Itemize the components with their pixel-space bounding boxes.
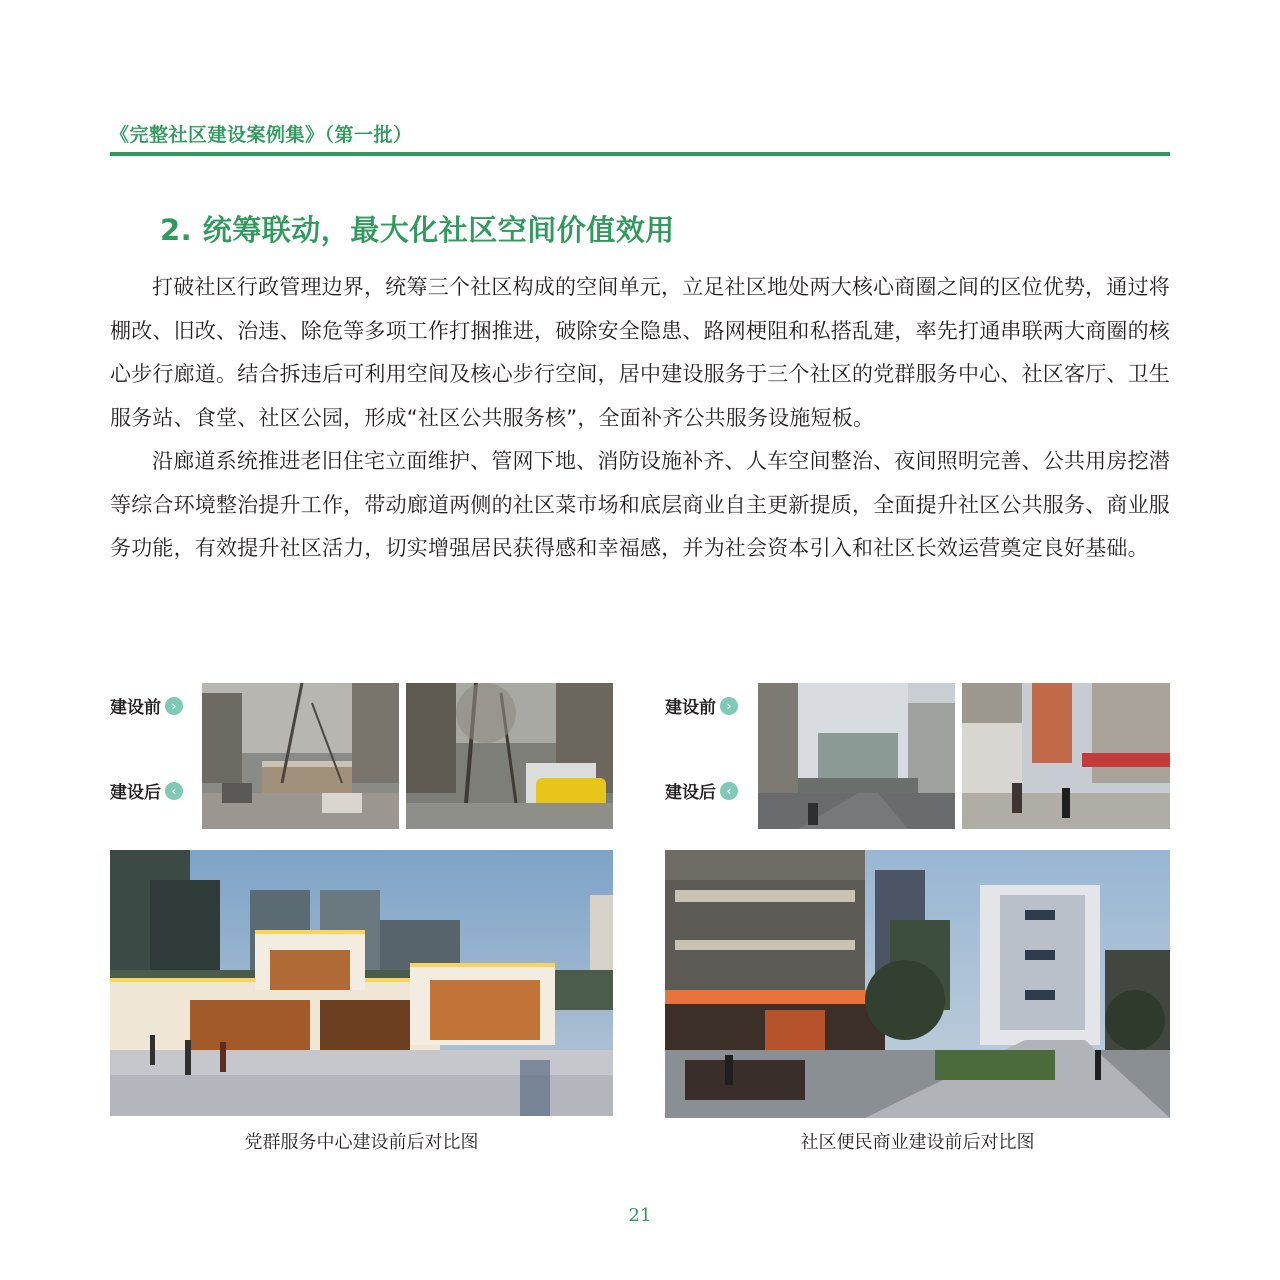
caption-party-center: 党群服务中心建设前后对比图 — [244, 1132, 479, 1153]
before-label-text: 建设前 — [665, 698, 716, 718]
before-label — [110, 693, 183, 718]
after-photo-commerce-evening — [665, 850, 1170, 1118]
after-label — [665, 778, 738, 803]
after-label-text: 建设后 — [110, 783, 161, 803]
after-photo-party-center-night — [110, 850, 613, 1116]
page-number: 21 — [628, 1205, 652, 1226]
arrow-right-circle-icon: › — [720, 697, 738, 715]
after-label-text: 建设后 — [665, 783, 716, 803]
arrow-left-circle-icon: ‹ — [720, 782, 738, 800]
caption-commerce: 社区便民商业建设前后对比图 — [800, 1132, 1035, 1153]
after-photo-commerce — [962, 683, 1170, 829]
header-rule — [110, 152, 1170, 156]
arrow-right-circle-icon: › — [165, 697, 183, 715]
body-text — [110, 266, 1170, 571]
before-photo-commerce — [758, 683, 955, 829]
running-header: 《完整社区建设案例集》（第一批） — [110, 124, 413, 146]
arrow-left-circle-icon: ‹ — [165, 782, 183, 800]
after-label — [110, 778, 183, 803]
before-label-text: 建设前 — [110, 698, 161, 718]
paragraph-2: 沿廊道系统推进老旧住宅立面维护、管网下地、消防设施补齐、人车空间整治、夜间照明完善、公共用房挖潜等综合环境整治提升工作，带动廊道两侧的社区菜市场和底层商业自主更新提质，全面提升社区公共服务、商业服务功能，有效提升社区活力，切实增强居民获得感和幸福感，并为社会资本引入和社区长效运营奠定良好基础。 — [110, 449, 1170, 560]
before-photo-party-center — [202, 683, 399, 829]
section-heading: 2. 统筹联动，最大化社区空间价值效用 — [160, 213, 675, 247]
paragraph-1: 打破社区行政管理边界，统筹三个社区构成的空间单元，立足社区地处两大核心商圈之间的区位优势，通过将棚改、旧改、治违、除危等多项工作打捆推进，破除安全隐患、路网梗阻和私搭乱建，率先打通串联两大商圈的核心步行廊道。结合拆违后可利用空间及核心步行空间，居中建设服务于三个社区的党群服务中心、社区客厅、卫生服务站、食堂、社区公园，形成“社区公共服务核”，全面补齐公共服务设施短板。 — [110, 275, 1170, 430]
after-photo-party-center — [406, 683, 613, 829]
before-label — [665, 693, 738, 718]
